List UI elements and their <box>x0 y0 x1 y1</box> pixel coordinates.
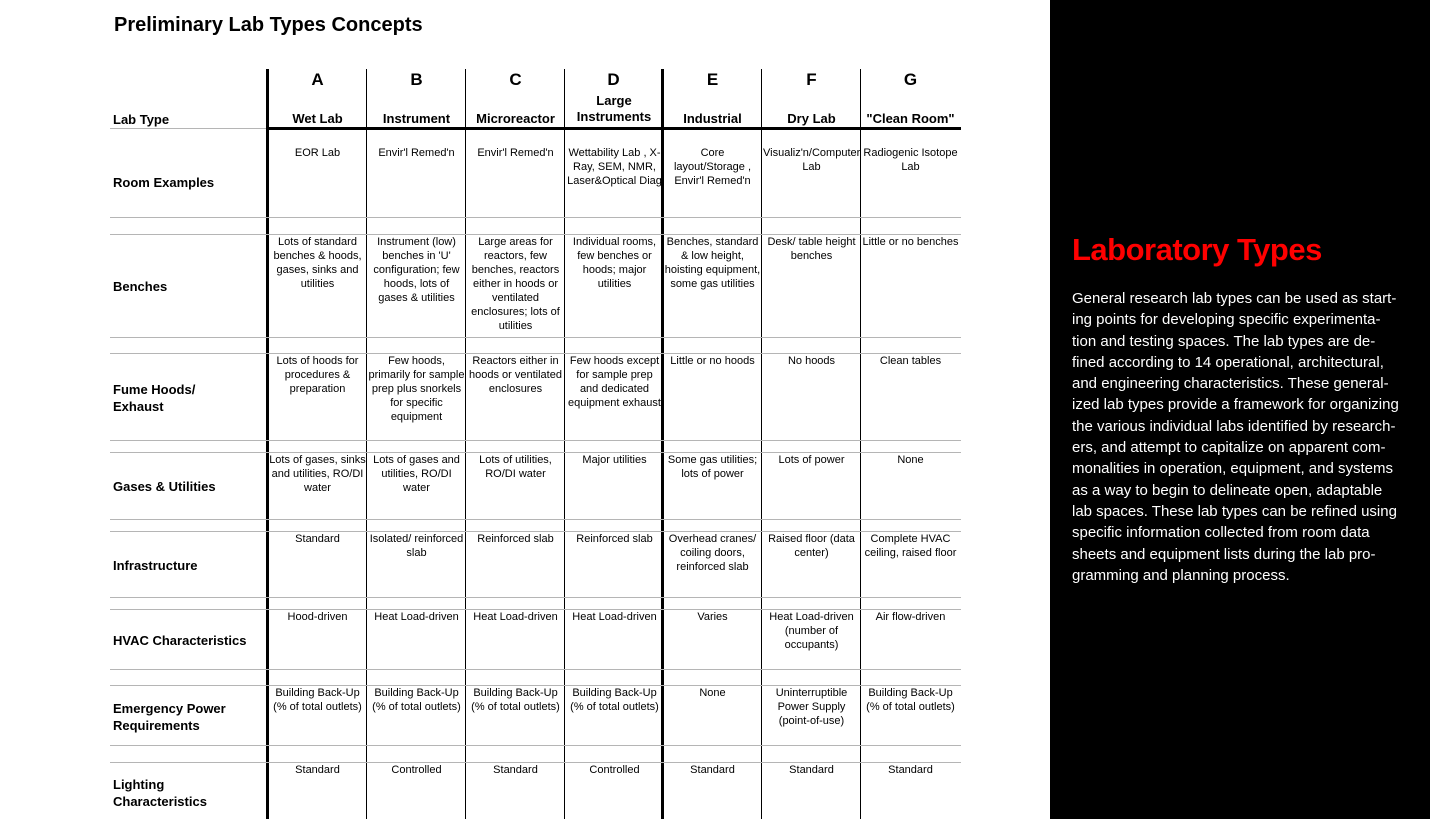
body-line: and engineering characteristics. These general- <box>1072 375 1389 393</box>
table-cell: Lots of hoods for procedures & preparation <box>276 355 359 395</box>
row-label: Emergency Power Requirements <box>113 701 226 733</box>
row-label: Fume Hoods/ Exhaust <box>113 382 196 414</box>
document-title: Preliminary Lab Types Concepts <box>114 14 423 36</box>
table-cell: Instrument (low) benches in 'U' configuration; few hoods, lots of gases & utilities <box>373 236 460 304</box>
table-cell: Lots of power <box>778 454 845 466</box>
table-cell: Standard <box>888 764 933 776</box>
table-cell: Lots of standard benches & hoods, gases, sinks and utilities <box>273 236 362 290</box>
table-cell: Core layout/Storage , Envir'l Remed'n <box>673 147 752 187</box>
table-cell: Lots of utilities, RO/DI water <box>479 454 552 480</box>
table-cell: Complete HVAC ceiling, raised floor <box>864 533 957 559</box>
table-cell: Varies <box>697 611 728 623</box>
row-label: Infrastructure <box>113 558 198 573</box>
column-letter: C <box>509 70 522 89</box>
table-cell: Little or no benches <box>862 236 959 248</box>
table-cell: Few hoods, primarily for sample prep plus snorkels for specific equipment <box>368 355 465 423</box>
table-cell: Heat Load-driven <box>374 611 459 623</box>
table-rule-horizontal <box>110 217 961 218</box>
table-cell: Radiogenic Isotope Lab <box>863 147 958 173</box>
body-line: ing points for developing specific experimenta- <box>1072 311 1381 329</box>
body-line: ized lab types provide a framework for organizing <box>1072 396 1399 414</box>
table-cell: Building Back-Up (% of total outlets) <box>570 687 659 713</box>
column-name: Instrument <box>382 111 451 126</box>
table-cell: No hoods <box>787 355 836 367</box>
table-cell: Reinforced slab <box>477 533 554 545</box>
sidebar-body <box>1072 288 1410 586</box>
table-cell: Major utilities <box>582 454 647 466</box>
lab-type-header: Lab Type <box>113 112 170 127</box>
column-letter: G <box>903 70 918 89</box>
table-cell: Controlled <box>589 764 640 776</box>
sidebar-panel <box>1050 0 1430 819</box>
table-cell: None <box>699 687 726 699</box>
column-letter: A <box>311 70 324 89</box>
row-label: Benches <box>113 279 168 294</box>
column-name: Dry Lab <box>787 111 836 126</box>
table-cell: Heat Load-driven <box>473 611 558 623</box>
body-line: fined according to 14 operational, architectural, <box>1072 353 1384 371</box>
column-letter: D <box>607 70 620 89</box>
table-cell: Reactors either in hoods or ventilated enclosures <box>469 355 562 395</box>
table-cell: Clean tables <box>879 355 942 367</box>
body-line: monalities in operation, equipment, and systems <box>1072 460 1394 478</box>
body-line: the various individual labs identified by research- <box>1072 417 1396 435</box>
column-name: Microreactor <box>476 111 555 126</box>
body-line: ers, and attempt to capitalize on apparent com- <box>1072 439 1386 457</box>
table-cell: Air flow-driven <box>875 611 946 623</box>
table-rule-horizontal <box>110 519 961 520</box>
table-cell: Raised floor (data center) <box>768 533 855 559</box>
table-cell: Little or no hoods <box>670 355 755 367</box>
table-cell: Individual rooms, few benches or hoods; major utilities <box>572 236 657 290</box>
table-cell: Envir'l Remed'n <box>378 147 455 159</box>
column-name: Industrial <box>683 111 742 126</box>
table-cell: Building Back-Up (% of total outlets) <box>372 687 461 713</box>
table-cell: Heat Load-driven <box>572 611 657 623</box>
table-cell: Standard <box>789 764 834 776</box>
table-cell: Uninterruptible Power Supply (point-of-use) <box>775 687 848 727</box>
column-name: Wet Lab <box>292 111 343 126</box>
table-cell: Building Back-Up (% of total outlets) <box>471 687 560 713</box>
table-cell: Controlled <box>391 764 442 776</box>
body-line: sheets and equipment lists during the lab pro- <box>1072 545 1376 563</box>
table-rule-horizontal <box>110 597 961 598</box>
table-cell: Reinforced slab <box>576 533 653 545</box>
body-line: specific information collected from room data <box>1072 524 1370 542</box>
table-cell: Lots of gases, sinks and utilities, RO/DI water <box>269 454 366 494</box>
table-cell: None <box>897 454 924 466</box>
body-line: gramming and planning process. <box>1072 566 1290 584</box>
table-rule-horizontal <box>110 669 961 670</box>
table-cell: EOR Lab <box>294 147 341 159</box>
table-cell: Overhead cranes/ coiling doors, reinforced slab <box>668 533 757 573</box>
table-cell: Some gas utilities; lots of power <box>667 454 758 480</box>
table-cell: Benches, standard & low height, hoisting equipment, some gas utilities <box>664 236 761 290</box>
row-label: Room Examples <box>113 175 215 190</box>
table-header-rule <box>266 127 961 130</box>
table-cell: Standard <box>295 533 340 545</box>
body-line: lab spaces. These lab types can be refined using <box>1072 502 1397 520</box>
table-rule-horizontal <box>110 128 266 129</box>
column-name: Large Instruments <box>576 93 652 124</box>
table-rule-vertical <box>761 69 762 819</box>
table-cell: Standard <box>295 764 340 776</box>
sidebar-title: Laboratory Types <box>1072 232 1322 267</box>
table-cell: Desk/ table height benches <box>767 236 856 262</box>
table-cell: Large areas for reactors, few benches, reactors either in hoods or ventilated enclosures; lots of utilities <box>471 236 560 332</box>
body-line: tion and testing spaces. The lab types are de- <box>1072 332 1376 350</box>
column-name: "Clean Room" <box>866 111 955 126</box>
table-cell: Heat Load-driven (number of occupants) <box>769 611 854 651</box>
table-cell: Wettability Lab , X-Ray, SEM, NMR, Laser&Optical Diag <box>567 147 662 187</box>
column-letter: F <box>806 70 817 89</box>
column-letter: B <box>410 70 423 89</box>
column-letter: E <box>706 70 719 89</box>
table-rule-horizontal <box>110 440 961 441</box>
table-cell: Standard <box>690 764 735 776</box>
table-cell: Standard <box>493 764 538 776</box>
row-label: HVAC Characteristics <box>113 633 247 648</box>
table-cell: Building Back-Up (% of total outlets) <box>273 687 362 713</box>
table-rule-horizontal <box>110 337 961 338</box>
table-cell: Hood-driven <box>287 611 348 623</box>
table-cell: Lots of gases and utilities, RO/DI water <box>373 454 460 494</box>
row-label: Lighting Characteristics <box>113 777 207 809</box>
table-cell: Few hoods except for sample prep and dedicated equipment exhaust <box>568 355 661 409</box>
table-rule-horizontal <box>110 745 961 746</box>
row-label: Gases & Utilities <box>113 479 216 494</box>
body-line: General research lab types can be used as start- <box>1072 290 1397 307</box>
body-line: as a way to begin to delineate open, adaptable <box>1072 481 1383 499</box>
table-cell: Building Back-Up (% of total outlets) <box>866 687 955 713</box>
table-cell: Visualiz'n/Computer Lab <box>763 147 861 173</box>
table-cell: Envir'l Remed'n <box>477 147 554 159</box>
table-cell: Isolated/ reinforced slab <box>369 533 464 559</box>
